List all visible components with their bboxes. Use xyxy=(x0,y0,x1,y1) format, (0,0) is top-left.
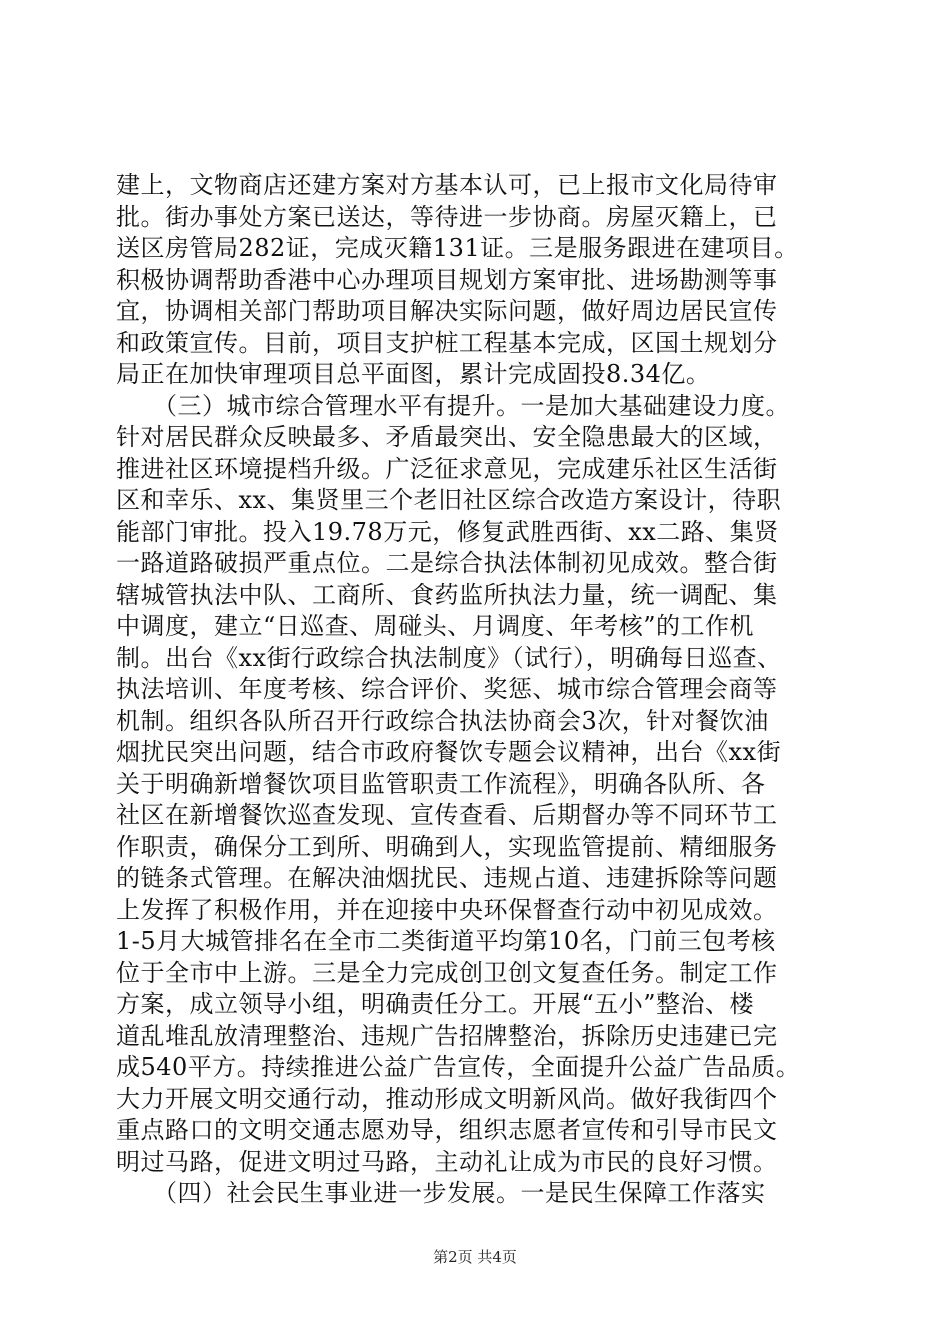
text-line: 关于明确新增餐饮项目监管职责工作流程》，明确各队所、各 xyxy=(116,769,766,798)
text-line: 上发挥了积极作用，并在迎接中央环保督查行动中初见成效。 xyxy=(116,895,778,924)
text-line: 宜，协调相关部门帮助项目解决实际问题，做好周边居民宣传 xyxy=(116,297,778,325)
text-line: 机制。组织各队所召开行政综合执法协商会3次，针对餐饮油 xyxy=(116,706,769,735)
text-line: 位于全市中上游。三是全力完成创卫创文复查任务。制定工作 xyxy=(116,958,778,987)
text-line: 推进社区环境提档升级。广泛征求意见，完成建乐社区生活街 xyxy=(116,454,778,483)
text-line: 和政策宣传。目前，项目支护桩工程基本完成，区国土规划分 xyxy=(116,328,778,357)
body-text xyxy=(116,170,838,1210)
text-line: 明过马路，促进文明过马路，主动礼让成为市民的良好习惯。 xyxy=(116,1147,778,1176)
page-footer: 第2页 共4页 xyxy=(433,1248,517,1266)
section-heading-line: （三）城市综合管理水平有提升。一是加大基础建设力度。 xyxy=(116,391,790,420)
text-line: 制。出台《xx街行政综合执法制度》（试行），明确每日巡查、 xyxy=(116,643,782,672)
text-line: 能部门审批。投入19.78万元，修复武胜西街、xx二路、集贤 xyxy=(116,517,779,546)
text-line: 烟扰民突出问题，结合市政府餐饮专题会议精神，出台《xx街 xyxy=(116,738,782,766)
text-line: 积极协调帮助香港中心办理项目规划方案审批、进场勘测等事 xyxy=(116,265,778,294)
text-line: 社区在新增餐饮巡查发现、宣传查看、后期督办等不同环节工 xyxy=(116,801,778,829)
section-heading-line: （四）社会民生事业进一步发展。一是民生保障工作落实 xyxy=(116,1179,766,1207)
text-line: 道乱堆乱放清理整治、违规广告招牌整治，拆除历史违建已完 xyxy=(116,1021,778,1050)
text-line: 的链条式管理。在解决油烟扰民、违规占道、违建拆除等问题 xyxy=(116,864,778,892)
text-line: 批。街办事处方案已送达，等待进一步协商。房屋灭籍上，已 xyxy=(116,202,778,231)
text-line: 成540平方。持续推进公益广告宣传，全面提升公益广告品质。 xyxy=(116,1053,801,1081)
text-line: 执法培训、年度考核、综合评价、奖惩、城市综合管理会商等 xyxy=(116,675,778,703)
text-line: 中调度，建立“日巡查、周碰头、月调度、年考核”的工作机 xyxy=(116,612,755,640)
text-line: 重点路口的文明交通志愿劝导，组织志愿者宣传和引导市民文 xyxy=(116,1116,778,1144)
text-line: 针对居民群众反映最多、矛盾最突出、安全隐患最大的区域， xyxy=(116,423,778,451)
text-line: 大力开展文明交通行动，推动形成文明新风尚。做好我街四个 xyxy=(116,1084,778,1113)
text-line: 1-5月大城管排名在全市二类街道平均第10名，门前三包考核 xyxy=(116,927,776,955)
text-line: 区和幸乐、xx、集贤里三个老旧社区综合改造方案设计，待职 xyxy=(116,486,782,514)
text-line: 局正在加快审理项目总平面图，累计完成固投8.34亿。 xyxy=(116,360,711,388)
text-line: 作职责，确保分工到所、明确到人，实现监管提前、精细服务 xyxy=(116,832,778,861)
text-line: 辖城管执法中队、工商所、食药监所执法力量，统一调配、集 xyxy=(116,580,778,609)
text-line: 建上，文物商店还建方案对方基本认可，已上报市文化局待审 xyxy=(116,171,778,199)
text-line: 方案，成立领导小组，明确责任分工。开展“五小”整治、楼 xyxy=(116,990,755,1018)
text-line: 一路道路破损严重点位。二是综合执法体制初见成效。整合街 xyxy=(116,549,778,577)
text-line: 送区房管局282证，完成灭籍131证。三是服务跟进在建项目。 xyxy=(116,234,799,262)
